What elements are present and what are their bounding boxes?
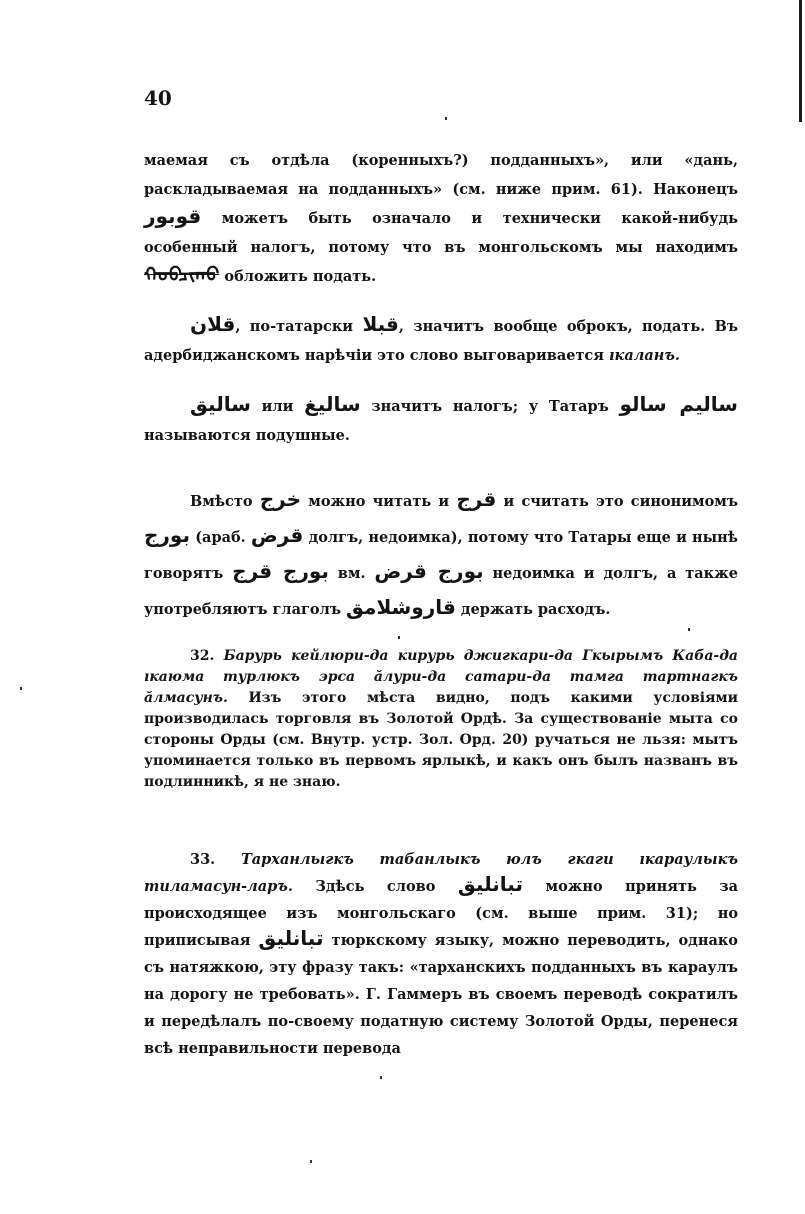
p4-arabic-3: بورج	[144, 523, 190, 547]
note-33-text-3: тюркскому языку, можно переводить, однако съ натяжкою, эту фразу такъ: «тарханскихъ подданныхъ въ караулъ на дорогу не требовать». Г. Гаммеръ въ своемъ переводѣ сократилъ и передѣлалъ по-своему податную систему Золотой Орды, перенеся всѣ неправильности перевода	[144, 932, 738, 1057]
p4-text-2: можно читать и	[308, 493, 450, 510]
p4-text-5: долгъ, недоимка), потому что Татары еще и нынѣ говорятъ	[144, 529, 738, 582]
note-32	[144, 646, 738, 793]
p4-arabic-6: بورج قرض	[374, 559, 484, 583]
note-33-text-2: можно принять за происходящее изъ монгольскаго (см. выше прим. 31); но приписывая	[144, 878, 738, 949]
p4-text-7: недоимка и долгъ, а также употребляютъ глаголъ	[144, 565, 738, 618]
note-33-number: 33.	[190, 851, 216, 868]
p2-arabic-2: قبلا	[362, 312, 399, 336]
scan-speck	[688, 628, 690, 631]
p2-text-1: , по-татарски	[235, 318, 354, 335]
p3-arabic-1: ساليق	[190, 392, 251, 416]
p1-text-2: можетъ быть означало и технически какой-нибудь особенный налогъ, потому что въ монгольскомъ мы находимъ	[144, 210, 738, 256]
p3-arabic-3: ساليم سالو	[619, 392, 738, 416]
paragraph-2	[144, 312, 738, 370]
note-33-arabic-2: تبانليق	[258, 926, 324, 950]
scan-edge-line	[799, 0, 802, 122]
p4-arabic-4: قرض	[250, 523, 304, 547]
paragraph-4	[144, 484, 738, 628]
p4-arabic-5: بورج قرج	[232, 559, 329, 583]
p4-arabic-7: قاروشلامق	[346, 595, 456, 619]
paragraph-3	[144, 392, 738, 450]
p1-arabic-1: قوبور	[144, 204, 202, 228]
p2-text-2: , значитъ вообще оброкъ, подать. Въ адербиджанскомъ нарѣчіи это слово выговаривается	[144, 318, 738, 364]
scan-speck	[20, 687, 22, 690]
p1-mongolian-word: ᠬᠣᠪᠴᠢᠬᠤ	[144, 264, 220, 286]
p4-text-3: и считать это синонимомъ	[503, 493, 738, 510]
note-33-arabic-1: تبانليق	[457, 872, 523, 896]
p1-text-3: обложить подать.	[224, 268, 377, 285]
p3-arabic-2: ساليغ	[304, 392, 361, 416]
scan-speck	[310, 1160, 312, 1163]
paragraph-1	[144, 146, 738, 291]
note-33-transliteration: Тарханлыгкъ табанлыкъ юлъ гкаги ıкараулыкъ тиламасун-ларъ.	[144, 851, 738, 895]
note-32-text: Изъ этого мѣста видно, подъ какими условіями производилась торговля въ Золотой Ордѣ. За существованіе мыта со стороны Орды (см. Внутр. устр. Зол. Орд. 20) ручаться не льзя: мытъ упоминается только въ первомъ ярлыкѣ, и какъ онъ былъ названъ въ подлинникѣ, я не знаю.	[144, 690, 739, 790]
p4-text-8: держать расходъ.	[460, 601, 611, 618]
scan-speck	[380, 1076, 382, 1079]
note-32-transliteration: Барурь кейлюри-да кирурь джигкари-да Гкырымъ Каба-да ıкаюма турлюкъ эрса ӑлури-да сатари-да тамга тартнагкъ ӑлмасунъ.	[144, 648, 739, 706]
page-number: 40	[144, 86, 172, 110]
p2-arabic-1: قلان	[190, 312, 236, 336]
p4-text-1: Вмѣсто	[190, 493, 253, 510]
p3-text-3: называются подушные.	[144, 427, 350, 444]
p3-text-2: значитъ налогъ; у Татаръ	[371, 398, 609, 415]
p4-text-6: вм.	[337, 565, 366, 582]
p4-text-4: (араб.	[195, 529, 246, 546]
p1-text-1: маемая съ отдѣла (коренныхъ?) подданныхъ», или «дань, раскладываемая на подданныхъ» (см. ниже прим. 61). Наконецъ	[144, 152, 738, 198]
p2-italic-1: ıкаланъ.	[609, 347, 680, 364]
scan-speck	[398, 636, 400, 639]
note-33-text-1: Здѣсь слово	[315, 878, 436, 895]
scan-speck	[445, 117, 447, 120]
p3-text-1: или	[261, 398, 294, 415]
note-32-number: 32.	[190, 648, 215, 664]
p4-arabic-2: قرج	[456, 487, 497, 511]
p4-arabic-1: خرج	[259, 487, 302, 511]
note-33	[144, 846, 738, 1062]
